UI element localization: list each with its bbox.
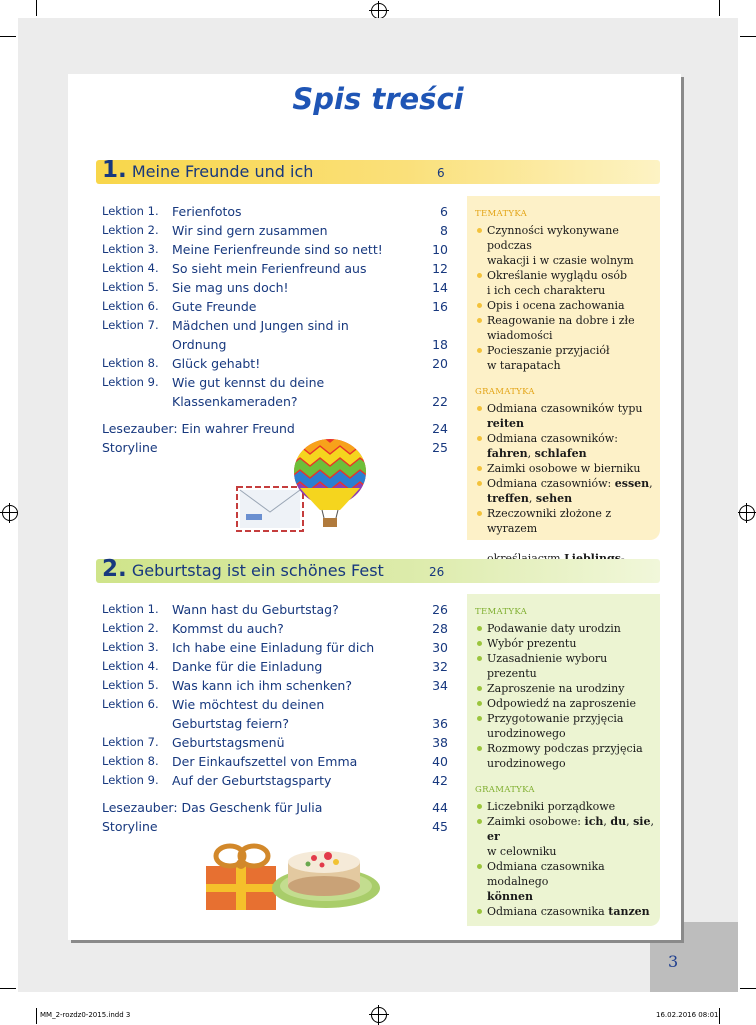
tematyka-item-line: i ich cech charakteru (487, 284, 606, 297)
gramatyka-text: Liczebniki porządkowe (487, 800, 616, 813)
tematyka-item-line: wakacji i w czasie wolnym (487, 254, 634, 267)
tematyka-item-line: Określanie wyglądu osób (487, 269, 628, 282)
lesson-title: Was kann ich ihm schenken? (172, 678, 352, 693)
chapter-number: 2. (102, 556, 127, 582)
crop-mark (740, 36, 756, 37)
lesson-label: Lektion 9. (102, 773, 159, 787)
gramatyka-heading: GRAMATYKA (475, 387, 535, 397)
tematyka-item-line: Przygotowanie przyjęcia (487, 712, 624, 725)
gramatyka-keyword: essen (614, 477, 650, 490)
gramatyka-keyword: treffen (487, 492, 529, 505)
lesson-row (102, 278, 448, 297)
gramatyka-keyword: reiten (487, 417, 525, 430)
tematyka-item (467, 298, 660, 313)
lesson-row (102, 221, 448, 240)
lesson-title: Ferienfotos (172, 204, 242, 219)
tematyka-list (467, 223, 660, 373)
gramatyka-heading: GRAMATYKA (475, 785, 535, 795)
lesson-row (102, 259, 448, 278)
chapter-page: 6 (437, 166, 445, 180)
gramatyka-keyword: du (610, 815, 627, 828)
lesson-label: Lektion 3. (102, 640, 159, 654)
extra-page: 44 (432, 800, 448, 815)
lesson-page: 18 (432, 337, 448, 352)
tematyka-heading: TEMATYKA (475, 607, 528, 617)
tematyka-item (467, 696, 660, 711)
extra-row (102, 817, 448, 836)
chapter-title-text: Meine Freunde und ich (131, 162, 314, 181)
tematyka-item-line: Pocieszanie przyjaciół (487, 344, 610, 357)
crop-mark (36, 0, 37, 16)
crop-mark (0, 36, 16, 37)
lesson-row (102, 240, 448, 259)
lesson-label: Lektion 4. (102, 261, 159, 275)
slug-date: 16.02.2016 08:01 (656, 1011, 719, 1019)
lesson-row (102, 316, 448, 354)
crop-mark (719, 0, 720, 16)
tematyka-item-line: Wybór prezentu (487, 637, 577, 650)
lesson-row (102, 373, 448, 411)
gramatyka-keyword: tanzen (608, 905, 650, 918)
gramatyka-item (467, 859, 660, 904)
tematyka-item-line: Opis i ocena zachowania (487, 299, 625, 312)
lesson-title: Wann hast du Geburtstag? (172, 602, 339, 617)
slug-file: MM_2-rozdz0-2015.indd 3 (40, 1011, 131, 1019)
page-number: 3 (668, 952, 679, 971)
lesson-title: Sie mag uns doch! (172, 280, 289, 295)
sidebar-content (467, 207, 660, 566)
lesson-row (102, 771, 448, 790)
gramatyka-text: Zaimki osobowe: (487, 815, 585, 828)
chapter-page: 26 (429, 565, 445, 579)
lesson-row (102, 354, 448, 373)
lesson-page: 38 (432, 735, 448, 750)
tematyka-list (467, 621, 660, 771)
lesson-page: 26 (432, 602, 448, 617)
gramatyka-item (467, 904, 660, 919)
cake-plate-icon (270, 846, 384, 910)
crop-mark (740, 988, 756, 989)
extra-page: 45 (432, 819, 448, 834)
tematyka-item-line: Zaproszenie na urodziny (487, 682, 625, 695)
tematyka-item-line: urodzinowego (487, 727, 566, 740)
extra-row (102, 438, 448, 457)
lesson-title-continued: Geburtstag feiern? (172, 716, 289, 731)
spacer (467, 373, 660, 385)
gramatyka-item: Odmiana czasowników: fahren, schlafen (467, 431, 660, 461)
tematyka-item (467, 651, 660, 681)
lesson-title: Ich habe eine Einladung für dich (172, 640, 375, 655)
lesson-title: So sieht mein Ferienfreund aus (172, 261, 367, 276)
lesson-label: Lektion 2. (102, 223, 159, 237)
tematyka-heading: TEMATYKA (475, 209, 528, 219)
lesson-label: Lektion 3. (102, 242, 159, 256)
lesson-page: 40 (432, 754, 448, 769)
lesson-page: 10 (432, 242, 448, 257)
chapter-title (102, 157, 313, 183)
tematyka-item (467, 621, 660, 636)
gramatyka-item (467, 461, 660, 476)
lesson-label: Lektion 7. (102, 318, 159, 332)
lesson-page: 22 (432, 394, 448, 409)
gramatyka-keyword: er (487, 830, 500, 843)
lesson-title: Der Einkaufszettel von Emma (172, 754, 358, 769)
lesson-title: Wir sind gern zusammen (172, 223, 328, 238)
lesson-row (102, 202, 448, 221)
gramatyka-text: Odmiana czasowników: (487, 432, 618, 445)
lesson-label: Lektion 6. (102, 299, 159, 313)
gift-box-icon (204, 840, 280, 912)
extra-page: 24 (432, 421, 448, 436)
lesson-label: Lektion 5. (102, 678, 159, 692)
lesson-label: Lektion 7. (102, 735, 159, 749)
tematyka-item (467, 681, 660, 696)
hot-air-balloon-icon (290, 438, 370, 530)
gramatyka-keyword: ich (584, 815, 604, 828)
lesson-title-continued: Ordnung (172, 337, 227, 352)
tematyka-item-line: Podawanie daty urodzin (487, 622, 621, 635)
tematyka-item (467, 711, 660, 741)
gramatyka-list (467, 401, 660, 566)
gramatyka-text: w celowniku (487, 845, 557, 858)
page-title: Spis treści (292, 82, 464, 116)
gramatyka-text: Zaimki osobowe w bierniku (487, 462, 641, 475)
lesson-title: Mädchen und Jungen sind in (172, 318, 349, 333)
lesson-page: 14 (432, 280, 448, 295)
tematyka-item (467, 223, 660, 268)
registration-mark-icon (371, 3, 387, 19)
tematyka-item (467, 343, 660, 373)
gramatyka-item: Zaimki osobowe: ich, du, sie, er w celowniku (467, 814, 660, 859)
lesson-row (102, 657, 448, 676)
registration-mark-icon (739, 505, 755, 521)
gramatyka-text: Odmiana czasownika (487, 905, 609, 918)
lesson-page: 6 (440, 204, 448, 219)
lesson-row (102, 297, 448, 316)
lesson-label: Lektion 6. (102, 697, 159, 711)
tematyka-item (467, 313, 660, 343)
sidebar-content (467, 605, 660, 919)
gramatyka-list (467, 799, 660, 919)
lesson-row (102, 695, 448, 733)
lesson-row (102, 619, 448, 638)
lesson-page: 42 (432, 773, 448, 788)
extra-title: Lesezauber: Ein wahrer Freund (102, 421, 295, 436)
lesson-label: Lektion 5. (102, 280, 159, 294)
lesson-label: Lektion 8. (102, 356, 159, 370)
extra-page: 25 (432, 440, 448, 455)
lesson-title: Glück gehabt! (172, 356, 261, 371)
gramatyka-keyword: fahren (487, 447, 528, 460)
lesson-title: Kommst du auch? (172, 621, 284, 636)
gramatyka-item (467, 401, 660, 431)
gramatyka-item: Odmiana czasowniów: essen, treffen, sehen (467, 476, 660, 506)
lesson-title: Wie möchtest du deinen (172, 697, 325, 712)
extra-title: Storyline (102, 819, 158, 834)
lesson-row (102, 733, 448, 752)
lesson-title: Gute Freunde (172, 299, 257, 314)
lesson-page: 30 (432, 640, 448, 655)
gramatyka-keyword: schlafen (534, 447, 587, 460)
registration-mark-icon (371, 1007, 387, 1023)
tematyka-item-line: Uzasadnienie wyboru prezentu (487, 652, 608, 680)
gramatyka-text: Odmiana czasowników typu (487, 402, 643, 415)
spacer (467, 771, 660, 783)
crop-mark (0, 988, 16, 989)
gramatyka-item (467, 506, 660, 566)
gramatyka-keyword: können (487, 890, 533, 903)
gramatyka-text: Rzeczowniki złożone z wyrazem (487, 507, 612, 535)
lesson-title: Meine Ferienfreunde sind so nett! (172, 242, 383, 257)
lesson-row (102, 752, 448, 771)
lesson-title-continued: Klassenkameraden? (172, 394, 298, 409)
lesson-label: Lektion 8. (102, 754, 159, 768)
lesson-page: 36 (432, 716, 448, 731)
gramatyka-text: Odmiana czasownika modalnego (487, 860, 605, 888)
gramatyka-text: Odmiana czasowniów: (487, 477, 615, 490)
extra-row (102, 419, 448, 438)
extra-title: Storyline (102, 440, 158, 455)
lesson-page: 34 (432, 678, 448, 693)
extra-row (102, 798, 448, 817)
lesson-label: Lektion 1. (102, 204, 159, 218)
chapter-title-text: Geburtstag ist ein schönes Fest (131, 561, 384, 580)
lesson-row (102, 676, 448, 695)
lesson-page: 16 (432, 299, 448, 314)
registration-mark-icon (2, 505, 18, 521)
extra-title: Lesezauber: Das Geschenk für Julia (102, 800, 323, 815)
chapter-title (102, 556, 384, 582)
lesson-page: 8 (440, 223, 448, 238)
lesson-row (102, 600, 448, 619)
lesson-row (102, 638, 448, 657)
tematyka-item-line: Rozmowy podczas przyjęcia (487, 742, 643, 755)
tematyka-item-line: Odpowiedź na zaproszenie (487, 697, 636, 710)
lesson-title: Wie gut kennst du deine (172, 375, 325, 390)
lesson-label: Lektion 2. (102, 621, 159, 635)
tematyka-item-line: Czynności wykonywane podczas (487, 224, 619, 252)
lesson-title: Auf der Geburtstagsparty (172, 773, 332, 788)
tematyka-item-line: urodzinowego (487, 757, 566, 770)
lesson-page: 32 (432, 659, 448, 674)
tematyka-item (467, 741, 660, 771)
lesson-label: Lektion 9. (102, 375, 159, 389)
gramatyka-keyword: sehen (535, 492, 573, 505)
gramatyka-keyword: sie (633, 815, 651, 828)
lesson-page: 28 (432, 621, 448, 636)
tematyka-item (467, 636, 660, 651)
tematyka-item-line: wiadomości (487, 329, 553, 342)
gramatyka-item (467, 799, 660, 814)
lesson-page: 12 (432, 261, 448, 276)
lesson-title: Danke für die Einladung (172, 659, 323, 674)
lesson-page: 20 (432, 356, 448, 371)
tematyka-item (467, 268, 660, 298)
lesson-title: Geburtstagsmenü (172, 735, 285, 750)
chapter-number: 1. (102, 157, 127, 183)
crop-mark (36, 1008, 37, 1024)
tematyka-item-line: Reagowanie na dobre i złe (487, 314, 635, 327)
lesson-label: Lektion 4. (102, 659, 159, 673)
crop-mark (719, 1008, 720, 1024)
lesson-label: Lektion 1. (102, 602, 159, 616)
tematyka-item-line: w tarapatach (487, 359, 561, 372)
